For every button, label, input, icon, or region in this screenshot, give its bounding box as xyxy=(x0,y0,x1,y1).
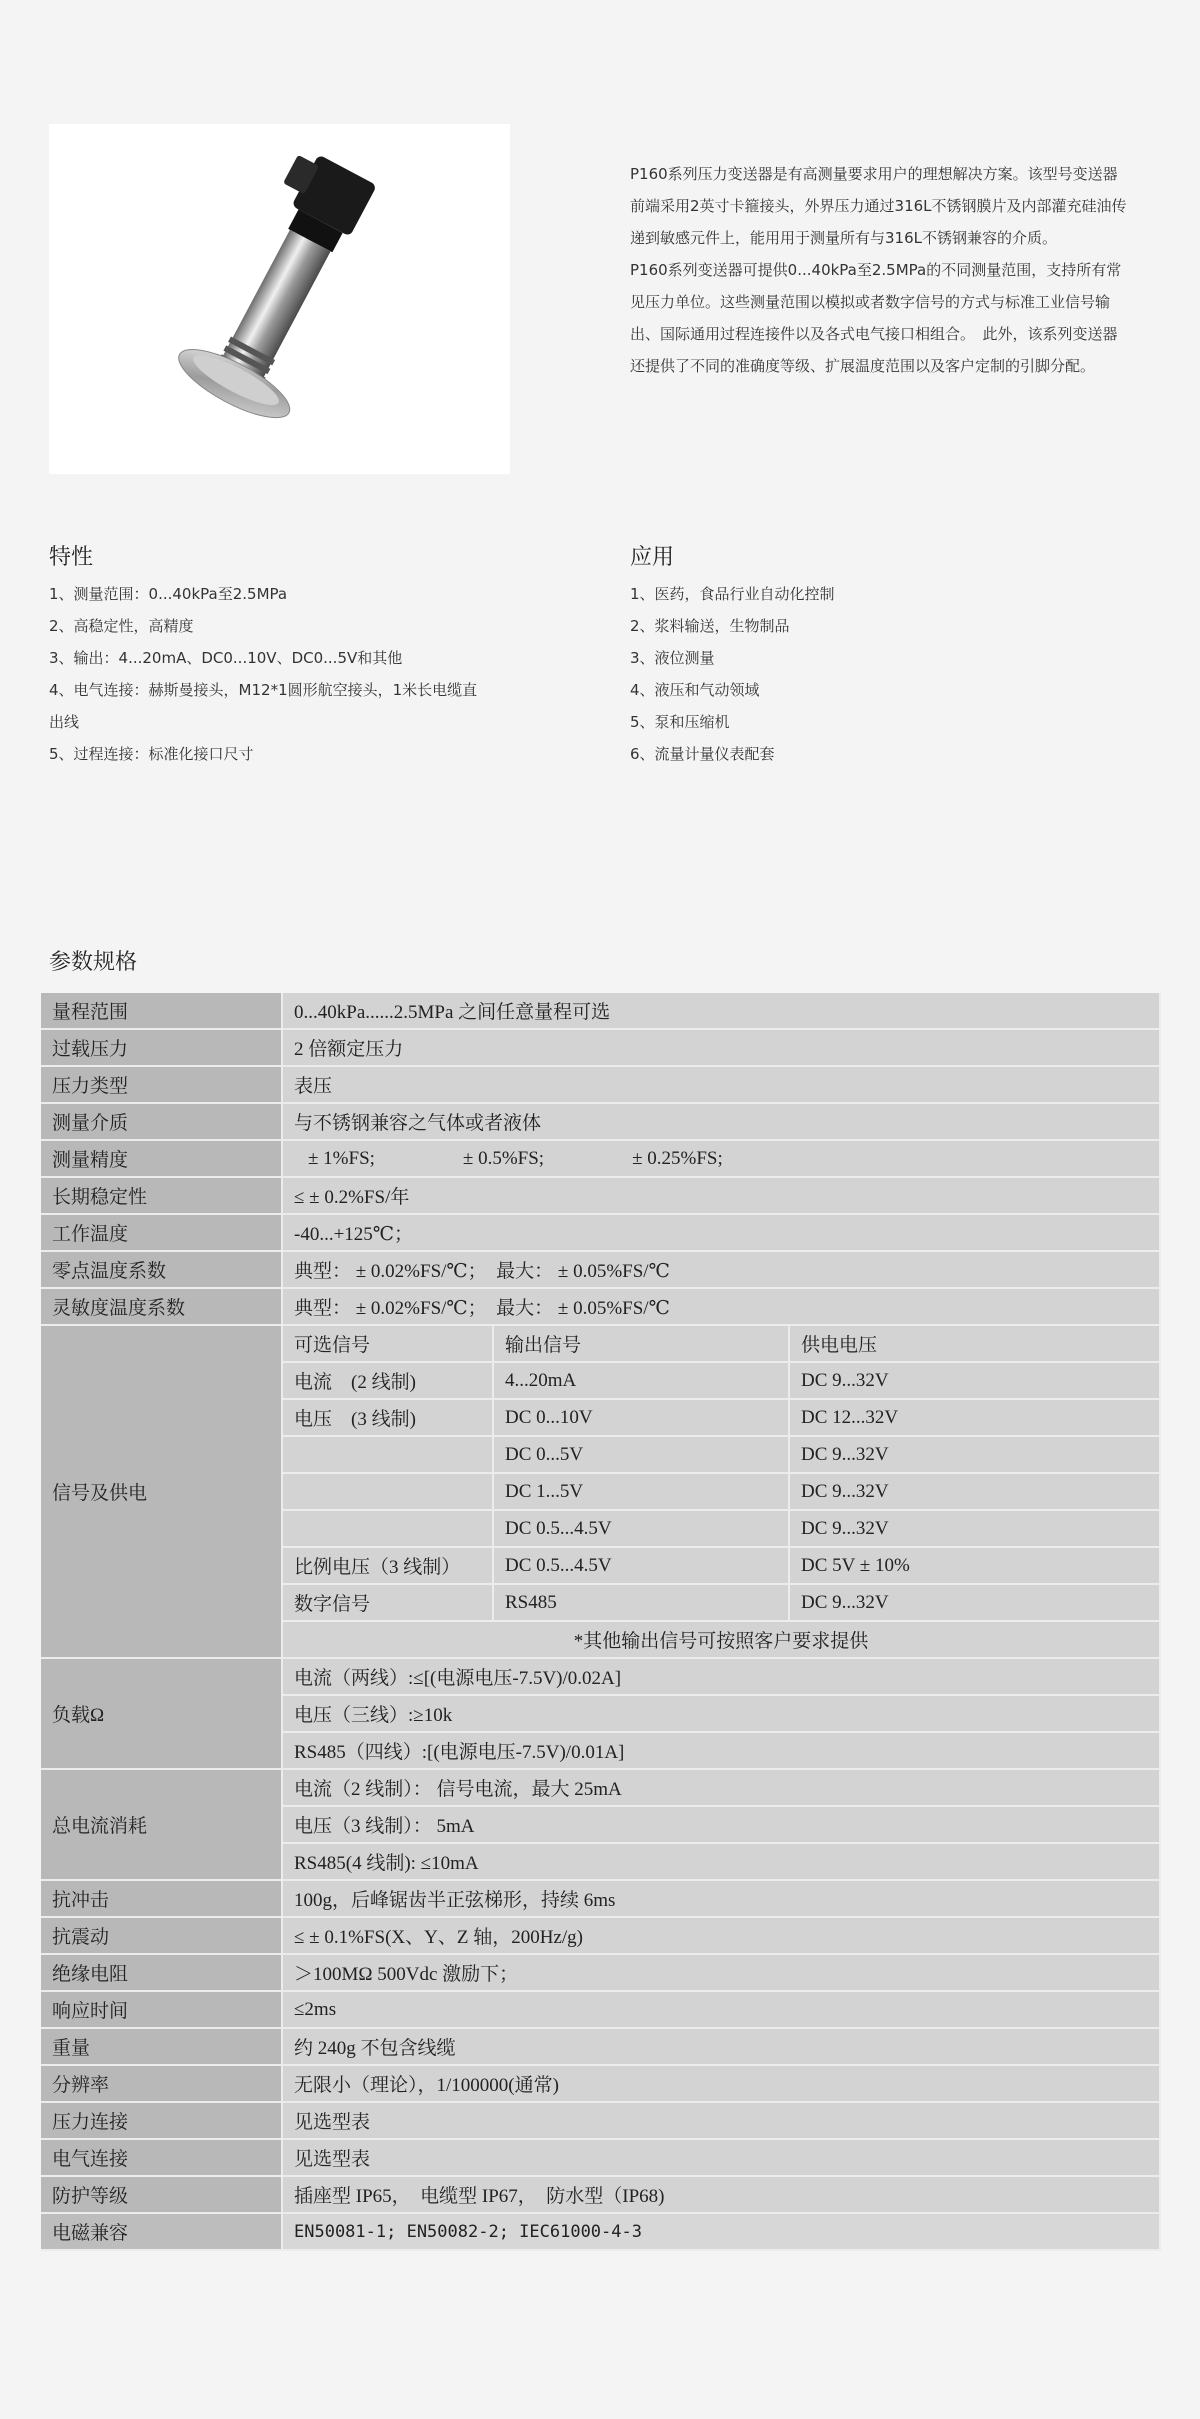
spec-value xyxy=(283,1141,1161,1178)
spec-value: ≤ ± 0.2%FS/年 xyxy=(283,1178,1161,1215)
signal-cell: DC 0...5V xyxy=(494,1437,790,1474)
spec-label: 电磁兼容 xyxy=(41,2214,283,2251)
spec-label: 响应时间 xyxy=(41,1992,283,2029)
table-row xyxy=(41,1770,1161,1807)
spec-label: 分辨率 xyxy=(41,2066,283,2103)
accuracy-option: ± 0.5%FS; xyxy=(462,1147,545,1169)
spec-value: 无限小（理论），1/100000(通常) xyxy=(283,2066,1161,2103)
spec-label: 压力类型 xyxy=(41,1067,283,1104)
table-row xyxy=(41,1178,1161,1215)
spec-value: ≤ ± 0.1%FS(X、Y、Z 轴，200Hz/g) xyxy=(283,1918,1161,1955)
feature-item: 5、过程连接：标准化接口尺寸 xyxy=(49,745,254,763)
application-item: 3、液位测量 xyxy=(630,649,715,667)
spec-value: 见选型表 xyxy=(283,2140,1161,2177)
spec-label: 零点温度系数 xyxy=(41,1252,283,1289)
product-image xyxy=(49,124,510,474)
signal-cell: DC 0.5...4.5V xyxy=(494,1511,790,1548)
spec-value: 2 倍额定压力 xyxy=(283,1030,1161,1067)
signal-cell: DC 0.5...4.5V xyxy=(494,1548,790,1585)
feature-item: 1、测量范围：0...40kPa至2.5MPa xyxy=(49,585,288,603)
spec-value: 插座型 IP65， 电缆型 IP67， 防水型（IP68) xyxy=(283,2177,1161,2214)
table-row xyxy=(41,993,1161,1030)
signal-cell: DC 0...10V xyxy=(494,1400,790,1437)
product-description xyxy=(630,158,1130,382)
feature-item: 2、高稳定性，高精度 xyxy=(49,617,194,635)
applications-title: 应用 xyxy=(630,545,675,570)
spec-value: RS485(4 线制): ≤10mA xyxy=(283,1844,1161,1881)
signal-cell xyxy=(283,1511,494,1548)
application-item: 2、浆料输送，生物制品 xyxy=(630,617,790,635)
table-row xyxy=(41,1659,1161,1696)
spec-value: ＞100MΩ 500Vdc 激励下； xyxy=(283,1955,1161,1992)
application-item: 6、流量计量仪表配套 xyxy=(630,745,775,763)
spec-label: 负载Ω xyxy=(41,1659,283,1770)
spec-label: 信号及供电 xyxy=(41,1326,283,1659)
table-row xyxy=(41,1289,1161,1326)
spec-value: 表压 xyxy=(283,1067,1161,1104)
applications-list xyxy=(630,578,1060,770)
signal-cell: 比例电压（3 线制） xyxy=(283,1548,494,1585)
signal-cell xyxy=(283,1474,494,1511)
signal-cell: DC 1...5V xyxy=(494,1474,790,1511)
signal-cell: 数字信号 xyxy=(283,1585,494,1622)
spec-value: 见选型表 xyxy=(283,2103,1161,2140)
table-row xyxy=(41,2029,1161,2066)
spec-value: 典型： ± 0.02%FS/℃； 最大： ± 0.05%FS/℃ xyxy=(283,1289,1161,1326)
table-row xyxy=(41,1141,1161,1178)
spec-value: ≤2ms xyxy=(283,1992,1161,2029)
feature-item: 4、电气连接：赫斯曼接头，M12*1圆形航空接头，1米长电缆直出线 xyxy=(49,681,478,731)
spec-label: 长期稳定性 xyxy=(41,1178,283,1215)
table-row xyxy=(41,1326,1161,1363)
spec-value: 典型： ± 0.02%FS/℃； 最大： ± 0.05%FS/℃ xyxy=(283,1252,1161,1289)
signal-cell: DC 9...32V xyxy=(790,1474,1161,1511)
spec-value: 电压（三线）:≥10k xyxy=(283,1696,1161,1733)
signal-header: 可选信号 xyxy=(283,1326,494,1363)
table-row xyxy=(41,1918,1161,1955)
table-row xyxy=(41,2140,1161,2177)
signal-cell: DC 9...32V xyxy=(790,1363,1161,1400)
table-row xyxy=(41,2066,1161,2103)
spec-label: 总电流消耗 xyxy=(41,1770,283,1881)
signal-note: *其他输出信号可按照客户要求提供 xyxy=(283,1622,1161,1659)
feature-item: 3、输出：4...20mA、DC0...10V、DC0...5V和其他 xyxy=(49,649,403,667)
signal-cell: DC 9...32V xyxy=(790,1585,1161,1622)
spec-label: 测量精度 xyxy=(41,1141,283,1178)
signal-cell: 4...20mA xyxy=(494,1363,790,1400)
spec-label: 灵敏度温度系数 xyxy=(41,1289,283,1326)
signal-cell: 电压 (3 线制) xyxy=(283,1400,494,1437)
spec-label: 量程范围 xyxy=(41,993,283,1030)
spec-table xyxy=(41,993,1161,2251)
signal-cell: RS485 xyxy=(494,1585,790,1622)
application-item: 1、医药，食品行业自动化控制 xyxy=(630,585,835,603)
table-row xyxy=(41,2103,1161,2140)
signal-header: 输出信号 xyxy=(494,1326,790,1363)
table-row xyxy=(41,1881,1161,1918)
spec-value: RS485（四线）:[(电源电压-7.5V)/0.01A] xyxy=(283,1733,1161,1770)
spec-value: EN50081-1; EN50082-2; IEC61000-4-3 xyxy=(283,2214,1161,2251)
signal-cell: DC 12...32V xyxy=(790,1400,1161,1437)
spec-label: 测量介质 xyxy=(41,1104,283,1141)
signal-cell: DC 5V ± 10% xyxy=(790,1548,1161,1585)
table-row xyxy=(41,1030,1161,1067)
table-row xyxy=(41,1104,1161,1141)
spec-value: 电压（3 线制）： 5mA xyxy=(283,1807,1161,1844)
spec-label: 工作温度 xyxy=(41,1215,283,1252)
signal-cell: DC 9...32V xyxy=(790,1437,1161,1474)
spec-label: 防护等级 xyxy=(41,2177,283,2214)
description-paragraph: P160系列压力变送器是有高测量要求用户的理想解决方案。该型号变送器前端采用2英寸卡箍接头，外界压力通过316L不锈钢膜片及内部灌充硅油传递到敏感元件上，能用用于测量所有与316L不锈钢兼容的介质。 xyxy=(630,165,1127,247)
spec-value: 与不锈钢兼容之气体或者液体 xyxy=(283,1104,1161,1141)
table-row xyxy=(41,2214,1161,2251)
spec-label: 绝缘电阻 xyxy=(41,1955,283,1992)
application-item: 4、液压和气动领域 xyxy=(630,681,760,699)
signal-header: 供电电压 xyxy=(790,1326,1161,1363)
table-row xyxy=(41,1067,1161,1104)
spec-value: -40...+125℃； xyxy=(283,1215,1161,1252)
spec-label: 电气连接 xyxy=(41,2140,283,2177)
spec-label: 重量 xyxy=(41,2029,283,2066)
spec-label: 抗震动 xyxy=(41,1918,283,1955)
table-row xyxy=(41,2177,1161,2214)
spec-label: 压力连接 xyxy=(41,2103,283,2140)
features-title: 特性 xyxy=(49,545,94,570)
table-row xyxy=(41,1992,1161,2029)
features-list xyxy=(49,578,479,770)
spec-label: 抗冲击 xyxy=(41,1881,283,1918)
table-row xyxy=(41,1215,1161,1252)
spec-label: 过载压力 xyxy=(41,1030,283,1067)
spec-title: 参数规格 xyxy=(49,950,138,975)
spec-value: 电流（2 线制）： 信号电流，最大 25mA xyxy=(283,1770,1161,1807)
signal-cell xyxy=(283,1437,494,1474)
table-row xyxy=(41,1955,1161,1992)
spec-value: 电流（两线）:≤[(电源电压-7.5V)/0.02A] xyxy=(283,1659,1161,1696)
table-row xyxy=(41,1252,1161,1289)
description-paragraph: P160系列变送器可提供0...40kPa至2.5MPa的不同测量范围，支持所有常见压力单位。这些测量范围以模拟或者数字信号的方式与标准工业信号输出、国际通用过程连接件以及各式电气接口相组合。 此外，该系列变送器还提供了不同的准确度等级、扩展温度范围以及客户定制的引脚分配。 xyxy=(630,261,1122,375)
signal-cell: DC 9...32V xyxy=(790,1511,1161,1548)
accuracy-option: ± 0.25%FS; xyxy=(632,1147,723,1169)
signal-cell: 电流 (2 线制) xyxy=(283,1363,494,1400)
spec-value: 0...40kPa......2.5MPa 之间任意量程可选 xyxy=(283,993,1161,1030)
accuracy-option: ± 1%FS; xyxy=(308,1147,375,1169)
spec-value: 约 240g 不包含线缆 xyxy=(283,2029,1161,2066)
application-item: 5、泵和压缩机 xyxy=(630,713,730,731)
spec-value: 100g，后峰锯齿半正弦梯形，持续 6ms xyxy=(283,1881,1161,1918)
